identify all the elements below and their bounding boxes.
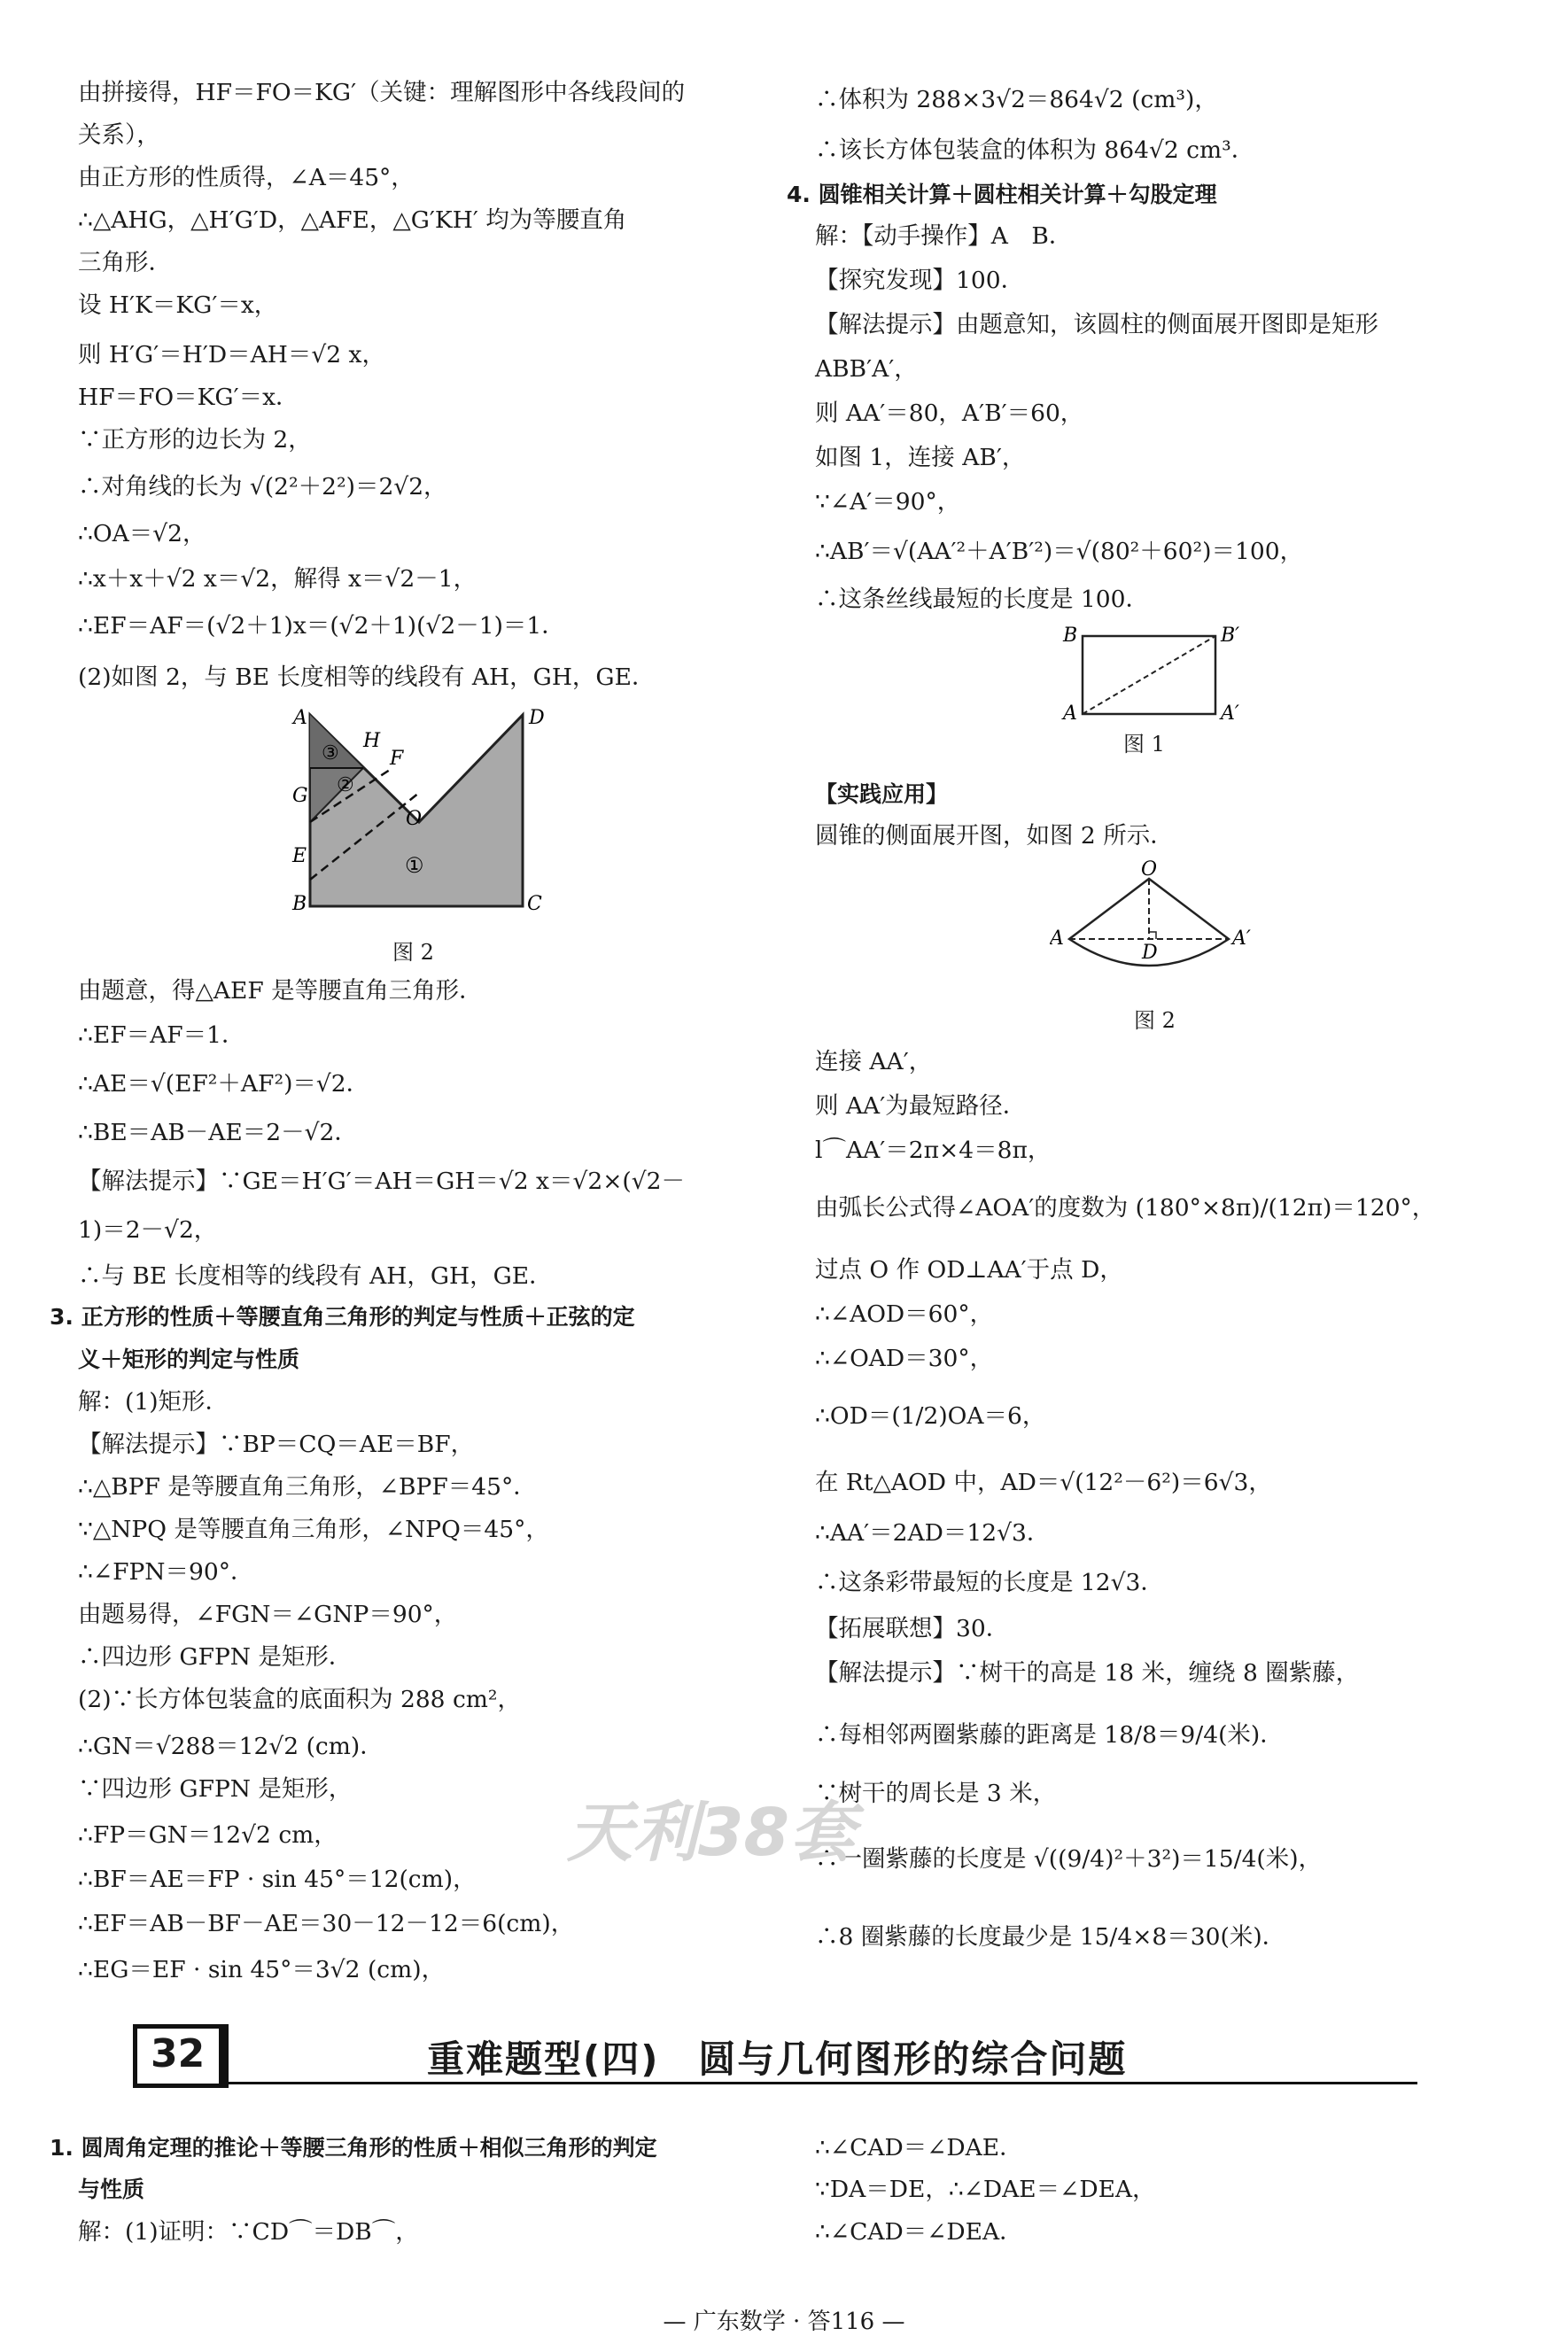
figure-caption: 图 1 — [1123, 732, 1165, 757]
text-line: ∴EF＝AF＝(√2＋1)x＝(√2＋1)(√2－1)＝1． — [78, 612, 565, 640]
text-line: ∴EF＝AB－BF－AE＝30－12－12＝6(cm)， — [78, 1910, 575, 1937]
text-line: 则 AA′＝80，A′B′＝60， — [815, 400, 1084, 427]
text-line: 由拼接得，HF＝FO＝KG′（关键：理解图形中各线段间的 — [78, 79, 686, 106]
text-line: 过点 O 作 OD⊥AA′于点 D， — [815, 1256, 1123, 1284]
text-line: 三角形． — [78, 249, 172, 276]
label: A — [1063, 702, 1077, 725]
text-line: ∴这条丝线最短的长度是 100． — [815, 586, 1150, 613]
text-line: ∵四边形 GFPN 是矩形， — [78, 1775, 353, 1803]
text-line: ∴AA′＝2AD＝12√3． — [815, 1519, 1051, 1547]
section-number: 32 — [151, 2031, 206, 2076]
label: A — [293, 707, 307, 729]
label: ③ — [322, 742, 339, 764]
text-line: 由题易得，∠FGN＝∠GNP＝90°， — [78, 1601, 458, 1628]
text-line: ∴对角线的长为 √(2²＋2²)＝2√2， — [78, 473, 447, 501]
text-line: ∴x＋x＋√2 x＝√2，解得 x＝√2－1， — [78, 565, 477, 593]
text-line: ∴∠FPN＝90°． — [78, 1558, 254, 1586]
problem-heading: 4. 圆锥相关计算＋圆柱相关计算＋勾股定理 — [787, 182, 1217, 207]
label: A′ — [1232, 927, 1251, 950]
text-line: HF＝FO＝KG′＝x． — [78, 384, 299, 411]
figure-square-folding — [288, 704, 571, 917]
text-line: 连接 AA′， — [815, 1048, 933, 1075]
text-line: ∴一圈紫藤的长度是 √((9/4)²＋3²)＝15/4(米)， — [815, 1845, 1323, 1873]
text-line: (2)如图 2，与 BE 长度相等的线段有 AH，GH，GE． — [78, 664, 656, 691]
label: O — [406, 808, 423, 830]
text-line: ∴GN＝√288＝12√2 (cm)． — [78, 1733, 384, 1760]
text-line: 如图 1，连接 AB′， — [815, 444, 1026, 471]
section-title: 重难题型(四) 圆与几何图形的综合问题 — [427, 2037, 1128, 2081]
text-line: l⌒AA′＝2π×4＝8π， — [815, 1137, 1052, 1164]
label: A′ — [1221, 702, 1239, 725]
label: B′ — [1221, 625, 1240, 647]
text-line: 则 AA′为最短路径． — [815, 1092, 1027, 1120]
text-line: 由弧长公式得∠AOA′的度数为 (180°×8π)/(12π)＝120°， — [815, 1194, 1436, 1222]
text-line: ∴该长方体包装盒的体积为 864√2 cm³． — [815, 136, 1255, 164]
text-line: 圆锥的侧面展开图，如图 2 所示． — [815, 822, 1174, 850]
text-line: ∴∠AOD＝60°， — [815, 1300, 994, 1328]
page-footer: — 广东数学 · 答116 — — [663, 2309, 905, 2335]
text-line: ∴AE＝√(EF²＋AF²)＝√2． — [78, 1070, 370, 1098]
text-line: 【探究发现】100． — [815, 267, 1025, 294]
problem-heading: 义＋矩形的判定与性质 — [78, 1346, 300, 1372]
text-line: 在 Rt△AOD 中，AD＝√(12²－6²)＝6√3， — [815, 1469, 1272, 1496]
text-line: 解：(1)矩形． — [78, 1388, 229, 1416]
label: G — [292, 785, 308, 807]
text-line: 解：(1)证明：∵CD⌒＝DB⌒， — [78, 2218, 419, 2246]
text-line: ∵DA＝DE，∴∠DAE＝∠DEA， — [815, 2176, 1156, 2203]
text-line: 则 H′G′＝H′D＝AH＝√2 x， — [78, 341, 385, 369]
label: D — [529, 707, 545, 729]
text-line: 1)＝2－√2， — [78, 1216, 218, 1244]
text-line: ∵正方形的边长为 2， — [78, 426, 312, 454]
text-line: ∴FP＝GN＝12√2 cm， — [78, 1821, 338, 1849]
label: B — [1063, 625, 1078, 647]
section-label: 【实践应用】 — [815, 781, 949, 807]
text-line: ∴△AHG，△H′G′D，△AFE，△G′KH′ 均为等腰直角 — [78, 206, 627, 234]
problem-heading: 与性质 — [78, 2177, 145, 2202]
text-line: ∴这条彩带最短的长度是 12√3． — [815, 1569, 1164, 1596]
text-line: ABB′A′， — [815, 355, 918, 383]
text-line: 由题意，得△AEF 是等腰直角三角形． — [78, 977, 483, 1005]
text-line: ∴BE＝AB－AE＝2－√2． — [78, 1119, 358, 1146]
label: B — [292, 893, 307, 915]
text-line: ∴与 BE 长度相等的线段有 AH，GH，GE． — [78, 1262, 553, 1290]
text-line: 由正方形的性质得，∠A＝45°， — [78, 164, 415, 191]
label: ② — [337, 774, 354, 796]
text-line: ∵∠A′＝90°， — [815, 488, 961, 516]
text-line: ∴EG＝EF · sin 45°＝3√2 (cm)， — [78, 1956, 446, 1983]
text-line: ∵树干的周长是 3 米， — [815, 1780, 1057, 1807]
text-line: ∴AB′＝√(AA′²＋A′B′²)＝√(80²＋60²)＝100， — [815, 538, 1304, 565]
text-line: 解：【动手操作】A B． — [815, 222, 1073, 250]
text-line: ∴每相邻两圈紫藤的距离是 18/8＝9/4(米)． — [815, 1721, 1284, 1749]
figure-caption: 图 2 — [392, 940, 434, 965]
watermark-logo — [567, 1781, 855, 1874]
label: C — [527, 893, 542, 915]
text-line: 【解法提示】∵BP＝CQ＝AE＝BF， — [78, 1431, 475, 1458]
text-line: ∴△BPF 是等腰直角三角形，∠BPF＝45°． — [78, 1473, 537, 1501]
text-line: 【解法提示】∵GE＝H′G′＝AH＝GH＝√2 x＝√2×(√2－ — [78, 1168, 686, 1195]
text-line: ∴OA＝√2， — [78, 520, 206, 547]
text-line: 【解法提示】∵树干的高是 18 米，缠绕 8 圈紫藤， — [815, 1659, 1360, 1687]
label: ① — [405, 853, 424, 878]
text-line: ∴∠OAD＝30°， — [815, 1345, 994, 1372]
label: A — [1050, 927, 1064, 950]
label: F — [390, 748, 404, 770]
text-line: ∴体积为 288×3√2＝864√2 (cm³)， — [815, 86, 1218, 113]
text-line: ∴四边形 GFPN 是矩形． — [78, 1643, 353, 1671]
text-line: 【解法提示】由题意知，该圆柱的侧面展开图即是矩形 — [815, 311, 1378, 338]
figure-caption: 图 2 — [1134, 1008, 1176, 1033]
text-line: 设 H′K＝KG′＝x， — [78, 291, 278, 319]
text-line: 关系）， — [78, 121, 160, 149]
label: O — [1141, 859, 1158, 881]
problem-heading: 1. 圆周角定理的推论＋等腰三角形的性质＋相似三角形的判定 — [50, 2135, 657, 2161]
label: H — [363, 730, 381, 752]
label: D — [1142, 942, 1158, 964]
text-line: (2)∵长方体包装盒的底面积为 288 cm²， — [78, 1686, 522, 1713]
label: E — [292, 845, 307, 867]
figure-cone-sector — [1050, 859, 1280, 992]
text-line: ∴8 圈紫藤的长度最少是 15/4×8＝30(米)． — [815, 1923, 1286, 1951]
figure-rectangle-unfolded — [1054, 620, 1258, 726]
text-line: ∵△NPQ 是等腰直角三角形，∠NPQ＝45°， — [78, 1516, 549, 1543]
text-line: ∴BF＝AE＝FP · sin 45°＝12(cm)， — [78, 1866, 477, 1893]
watermark-text: 天利38套 — [567, 1795, 855, 1871]
problem-heading: 3. 正方形的性质＋等腰直角三角形的判定与性质＋正弦的定 — [50, 1304, 635, 1330]
text-line: 【拓展联想】30． — [815, 1615, 1010, 1642]
text-line: ∴∠CAD＝∠DEA． — [815, 2218, 1023, 2246]
text-line: ∴EF＝AF＝1． — [78, 1021, 245, 1049]
text-line: ∴∠CAD＝∠DAE． — [815, 2134, 1023, 2161]
text-line: ∴OD＝(1/2)OA＝6， — [815, 1402, 1046, 1430]
